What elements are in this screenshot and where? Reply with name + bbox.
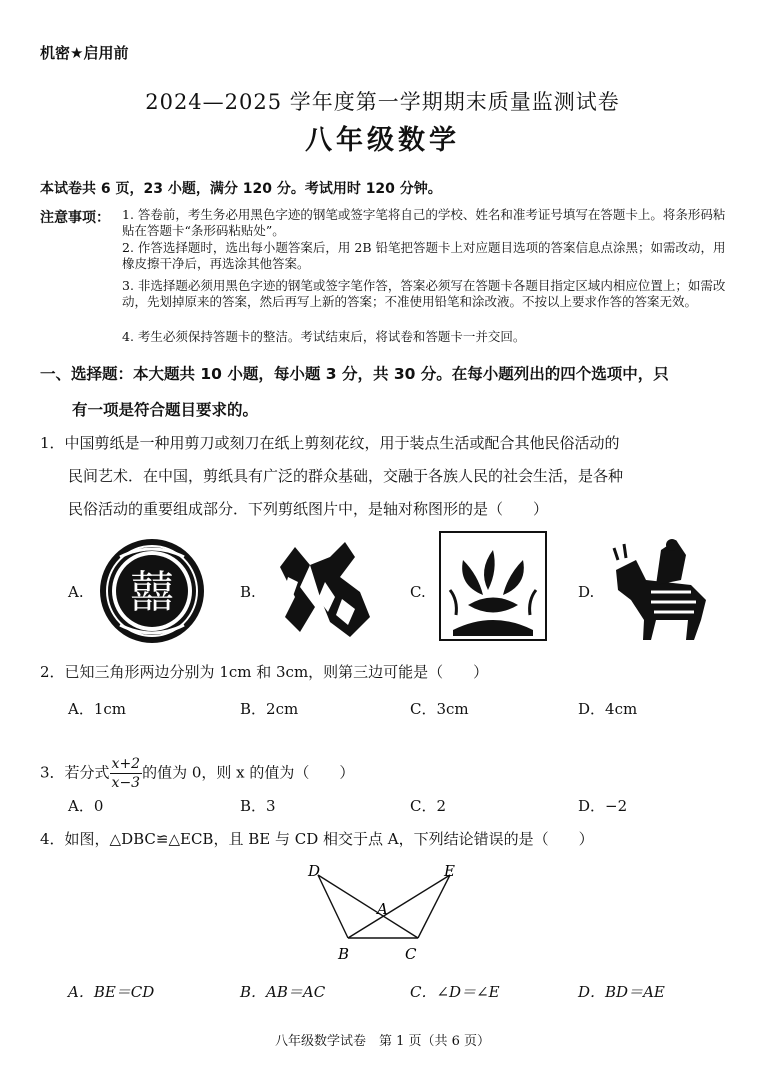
notes-label: 注意事项：: [40, 210, 110, 226]
q1-line: 民间艺术．在中国，剪纸具有广泛的群众基础，交融于各族人民的社会生活，是各种: [68, 467, 624, 485]
q2-stem: 2．已知三角形两边分别为 1cm 和 3cm，则第三边可能是（ ）: [40, 663, 489, 681]
label-d: D: [308, 862, 321, 880]
q3-option-c: C．2: [410, 797, 447, 815]
q1-option-b: B.: [240, 583, 256, 601]
papercut-b-image: [270, 537, 380, 645]
papercut-a-char: 囍: [130, 567, 174, 618]
q3-prefix: 3．若分式: [40, 763, 110, 782]
q3-denominator: x−3: [111, 775, 141, 791]
q1-line: 1．中国剪纸是一种用剪刀或刻刀在纸上剪刻花纹，用于装点生活或配合其他民俗活动的: [40, 434, 620, 452]
q3-option-a: A．0: [68, 797, 104, 815]
papercut-c-image: [438, 530, 548, 642]
q4-option-a: A．BE＝CD: [68, 983, 155, 1001]
note-item: 1. 答卷前，考生务必用黑色字迹的钢笔或签字笔将自己的学校、姓名和准考证号填写在答题卡上。将条形码粘贴在答题卡“条形码粘贴处”。: [122, 207, 726, 238]
note-item: 3. 非选择题必须用黑色字迹的钢笔或签字笔作答，答案必须写在答题卡各题目指定区域内相应位置上；如需改动，先划掉原来的答案，然后再写上新的答案；不准使用铅笔和涂改液。不按以上要求作答的答案无效。: [122, 278, 726, 309]
note-item: 4. 考生必须保持答题卡的整洁。考试结束后，将试卷和答题卡一并交回。: [122, 329, 526, 344]
q1-line: 民俗活动的重要组成部分．下列剪纸图片中，是轴对称图形的是（ ）: [68, 500, 549, 518]
label-a: A: [377, 900, 388, 918]
page-footer: 八年级数学试卷 第 1 页（共 6 页）: [274, 1034, 491, 1049]
q4-option-b: B．AB＝AC: [240, 983, 326, 1001]
papercut-a-image: [98, 537, 206, 645]
q1-option-c: C.: [410, 583, 426, 601]
q3-numerator: x+2: [111, 756, 141, 772]
section1-heading: 一、选择题：本大题共 10 小题，每小题 3 分，共 30 分。在每小题列出的四个选项中，只: [40, 365, 669, 383]
q2-option-c: C．3cm: [410, 700, 469, 718]
papercut-d-image: [606, 530, 718, 646]
q4-option-c: C．∠D＝∠E: [410, 983, 500, 1001]
confidential-label: 机密★启用前: [40, 44, 129, 62]
q3-stem: [40, 755, 354, 792]
label-e: E: [444, 862, 455, 880]
exam-info: 本试卷共 6 页，23 小题，满分 120 分。考试用时 120 分钟。: [40, 181, 442, 197]
exam-title: 2024—2025 学年度第一学期期末质量监测试卷: [145, 90, 620, 114]
note-item: 2. 作答选择题时，选出每小题答案后，用 2B 铅笔把答题卡上对应题目选项的答案信息点涂黑；如需改动，用橡皮擦干净后，再选涂其他答案。: [122, 240, 726, 271]
q2-option-a: A．1cm: [68, 700, 127, 718]
label-c: C: [405, 945, 417, 963]
q4-triangle-figure: [300, 860, 470, 965]
q3-fraction: [110, 755, 143, 792]
section1-heading-cont: 有一项是符合题目要求的。: [72, 401, 259, 419]
q4-option-d: D．BD＝AE: [578, 983, 665, 1001]
q1-option-a: A.: [68, 583, 84, 601]
q3-option-b: B．3: [240, 797, 276, 815]
q2-option-d: D．4cm: [578, 700, 638, 718]
subject-title: 八年级数学: [305, 125, 460, 156]
q1-option-d: D.: [578, 583, 595, 601]
q4-stem: 4．如图，△DBC≌△ECB，且 BE 与 CD 相交于点 A，下列结论错误的是（ ）: [40, 830, 594, 848]
q2-option-b: B．2cm: [240, 700, 299, 718]
q3-option-d: D．−2: [578, 797, 628, 815]
q3-suffix: 的值为 0，则 x 的值为（ ）: [142, 763, 355, 782]
label-b: B: [338, 945, 350, 963]
